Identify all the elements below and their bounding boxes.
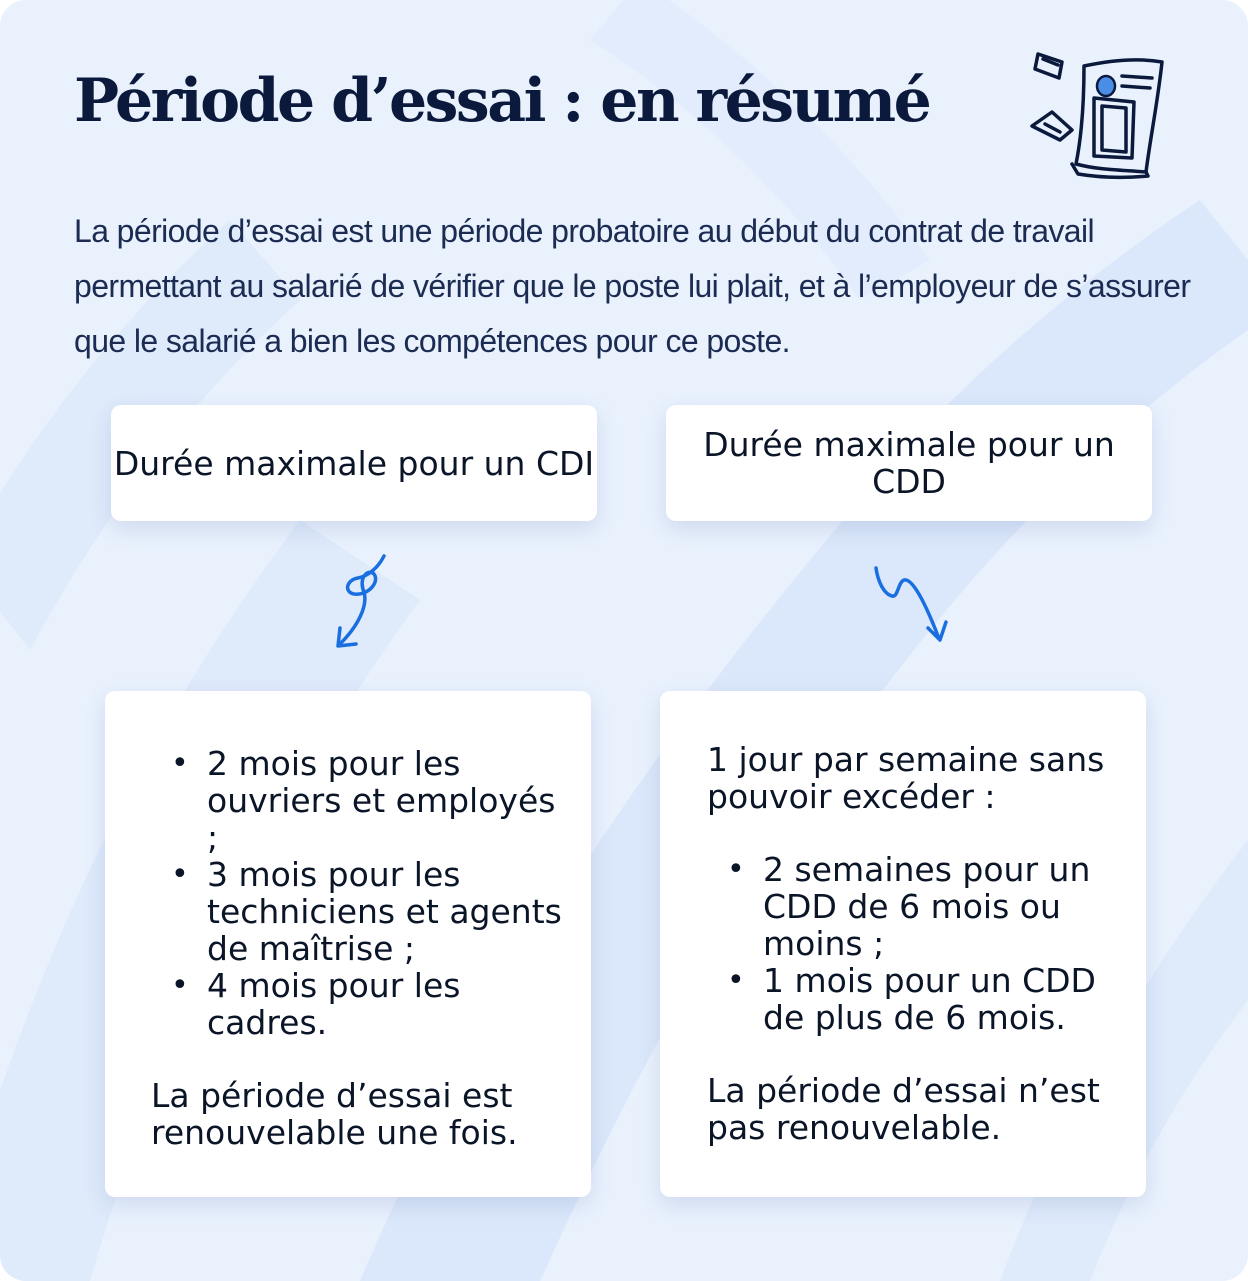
curly-arrow-down-left-icon (318, 548, 408, 658)
zigzag-arrow-down-right-icon (862, 556, 952, 666)
cdd-lead-text: 1 jour par semaine sans pouvoir excéder : (707, 740, 1105, 816)
cdi-duration-list (151, 745, 571, 1041)
cdd-header: Durée maximale pour un CDD (703, 425, 1115, 501)
cdd-duration-list (707, 851, 1126, 1036)
cdi-header: Durée maximale pour un CDI (113, 443, 595, 483)
list-item: • 1 mois pour un CDD de plus de 6 mois. (763, 962, 1126, 1036)
document-sketch-icon (1022, 40, 1172, 185)
cdi-header-card (111, 405, 597, 521)
intro-paragraph: La période d’essai est une période probatoire au début du contrat de travail permettant au salarié de vérifier que le poste lui plait, et à l’employeur de s’assurer que le salarié a bien les compétences pour ce poste. (74, 213, 1191, 359)
cdd-renewal-note: La période d’essai n’est pas renouvelable. (707, 1071, 1100, 1147)
cdd-details-card (660, 691, 1146, 1197)
cdd-header-card (666, 405, 1152, 521)
cdi-renewal-note: La période d’essai est renouvelable une fois. (151, 1076, 518, 1152)
list-item: • 4 mois pour les cadres. (207, 967, 571, 1041)
cdi-details-card (105, 691, 591, 1197)
list-item: • 2 mois pour les ouvriers et employés ; (207, 745, 571, 856)
page-title: Période d’essai : en résumé (74, 66, 930, 136)
list-item: • 2 semaines pour un CDD de 6 mois ou moins ; (763, 851, 1126, 962)
list-item: • 3 mois pour les techniciens et agents de maîtrise ; (207, 856, 571, 967)
